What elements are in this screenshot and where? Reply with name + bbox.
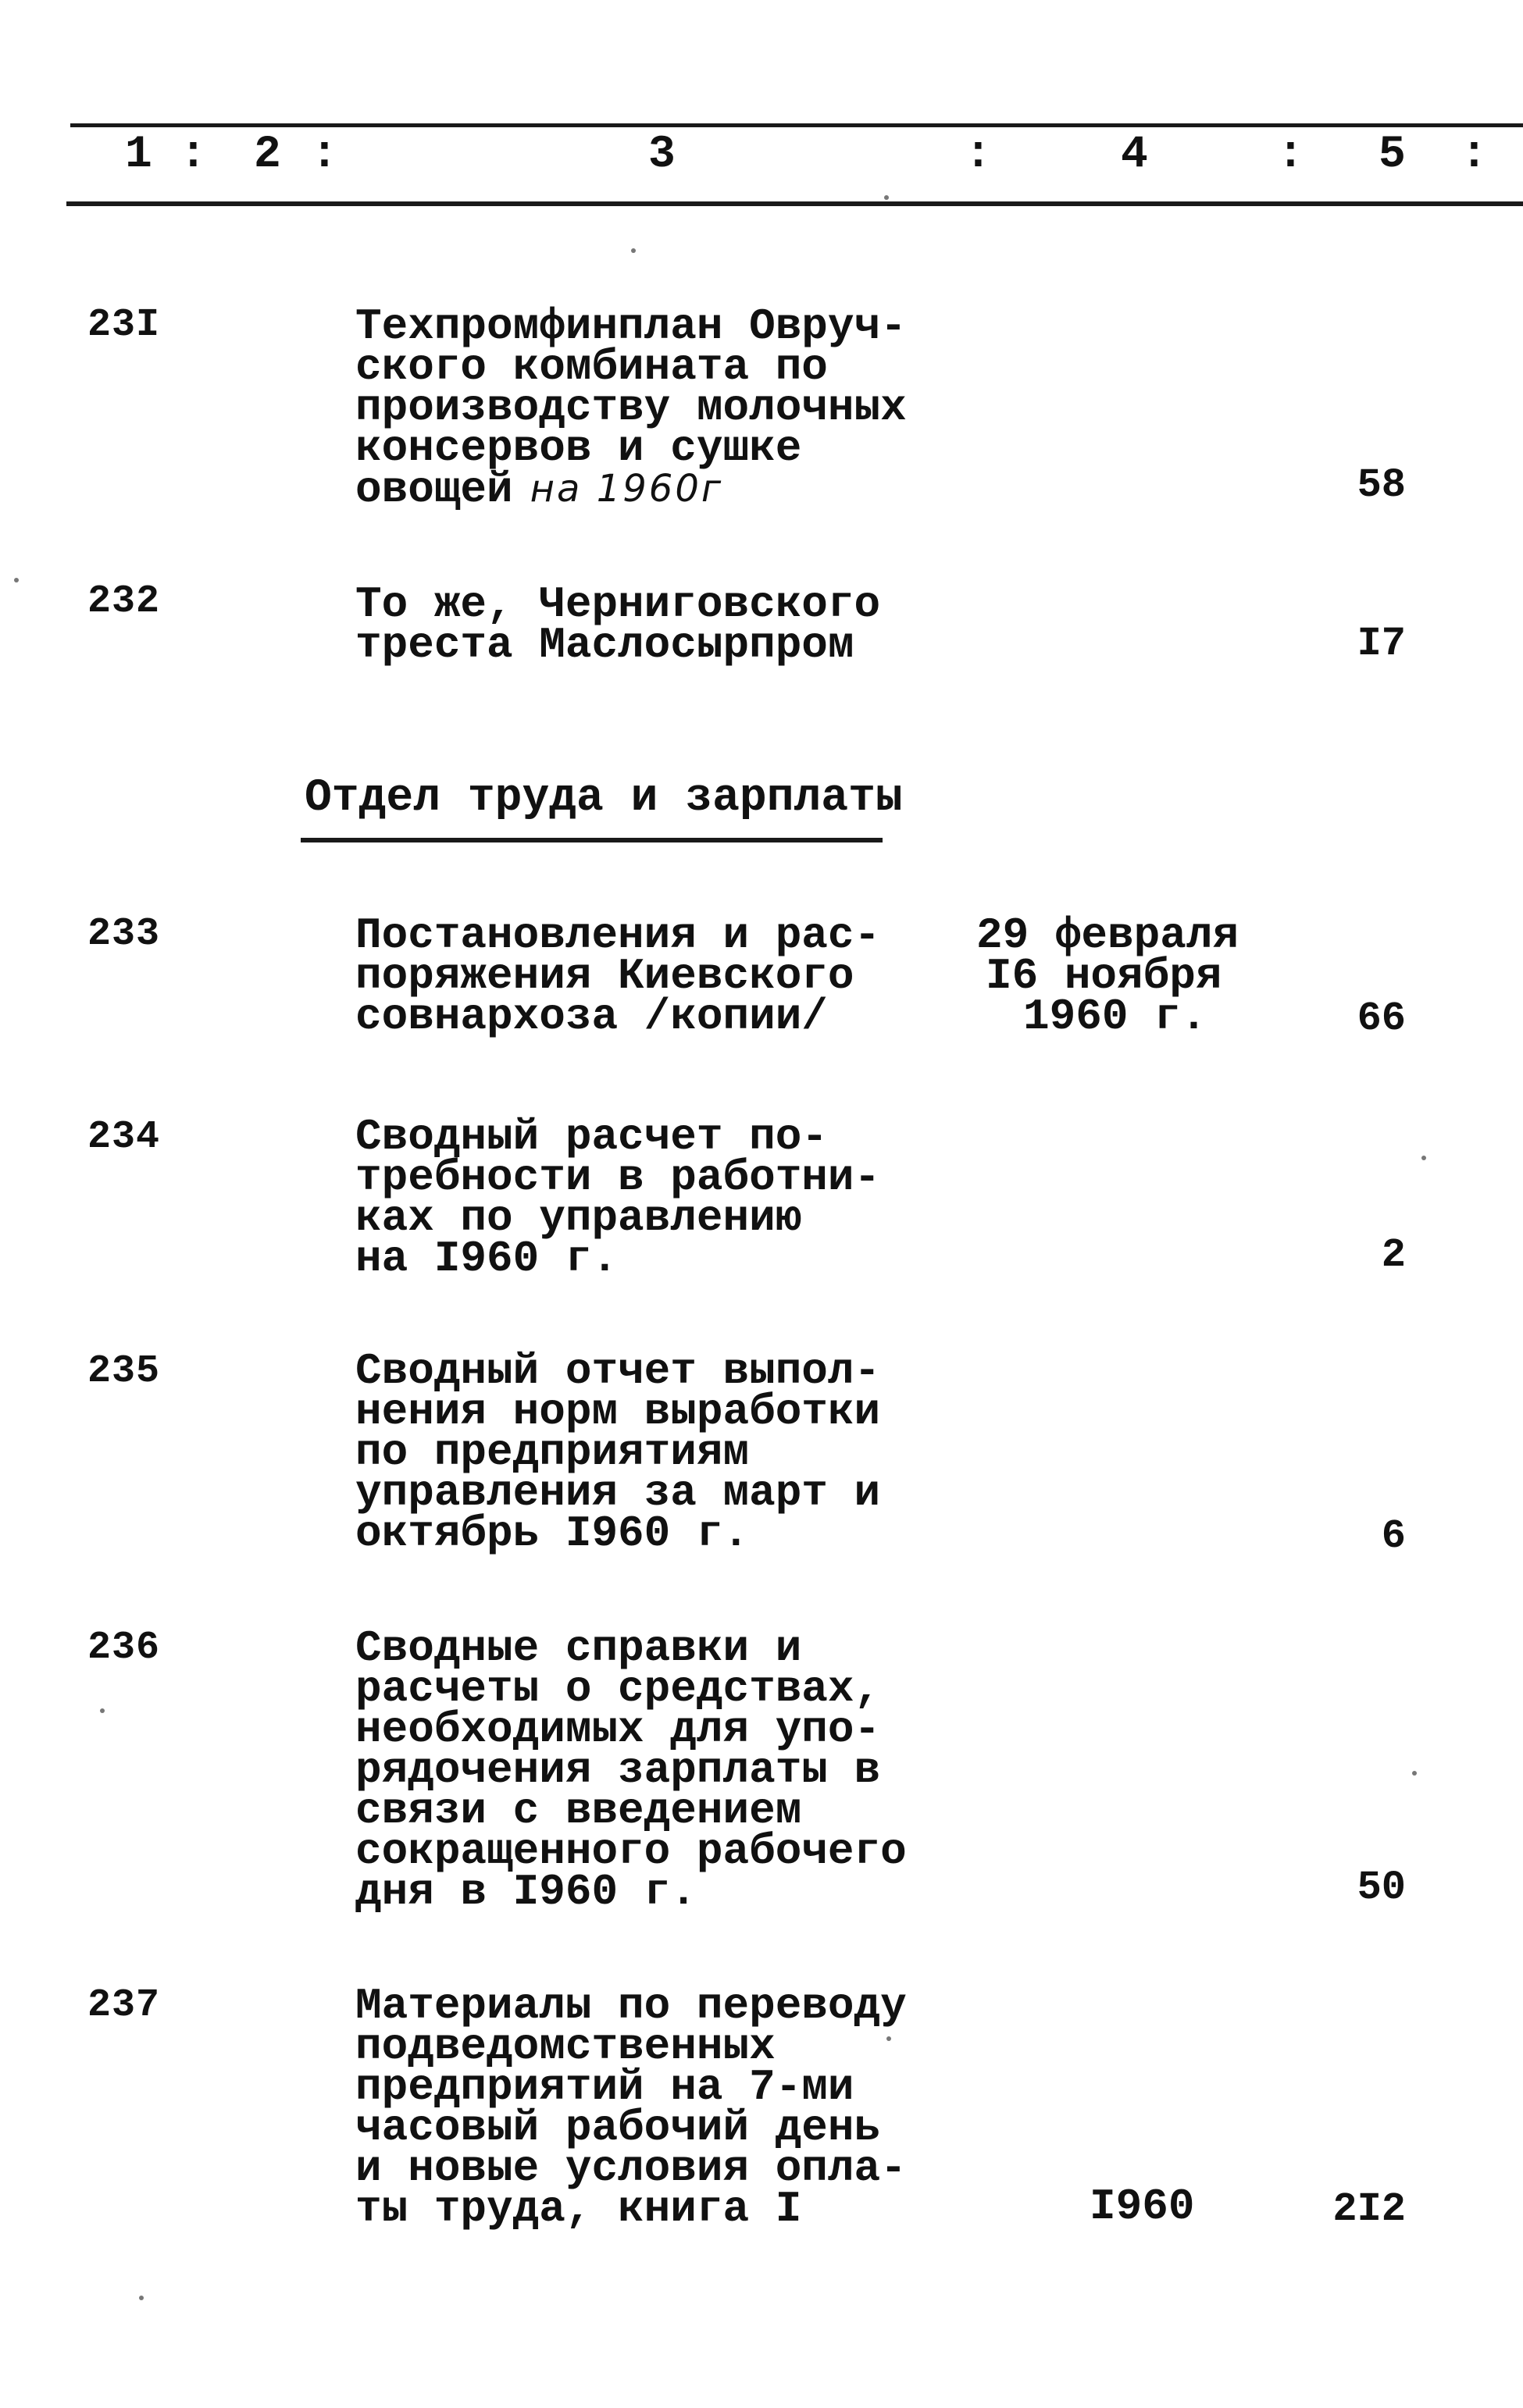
description-line: связи с введением (355, 1786, 802, 1836)
column-separator: : (1277, 130, 1304, 180)
column-header-5: 5 (1379, 130, 1406, 180)
description-line: часовый рабочий день (355, 2103, 881, 2153)
description-line: подведомственных (355, 2022, 776, 2071)
description-line: октябрь I960 г. (355, 1509, 750, 1558)
date-line: I960 (1090, 2182, 1195, 2232)
description-line: Сводный расчет по- (355, 1112, 828, 1162)
column-separator: : (1461, 130, 1488, 180)
description-line: Сводный отчет выпол- (355, 1346, 881, 1396)
description-line: на I960 г. (355, 1234, 619, 1284)
scan-speck (139, 2296, 144, 2300)
entry-description (355, 301, 907, 515)
description-line: расчеты о средствах, (355, 1664, 881, 1714)
description-line: предприятий на 7-ми (355, 2062, 854, 2112)
date-line: I6 ноября (986, 951, 1222, 1001)
description-line: Постановления и рас- (355, 910, 881, 960)
entry-description (355, 1346, 881, 1558)
scan-speck (886, 2036, 891, 2041)
handwritten-note: на 1960г (530, 467, 724, 511)
description-line: по предприятиям (355, 1427, 750, 1477)
column-header-1: 1 (125, 130, 152, 180)
column-header-3: 3 (648, 130, 676, 180)
entry-dates (1090, 2182, 1195, 2232)
description-line: То же, Черниговского (355, 579, 881, 629)
description-line: консервов и сушке (355, 423, 802, 473)
page-count: 2 (1381, 1232, 1406, 1278)
column-header-4: 4 (1121, 130, 1148, 180)
column-header-2: 2 (254, 130, 281, 180)
entry-number: 232 (87, 579, 161, 624)
entry-number: 234 (87, 1115, 161, 1159)
description-line: и новые условия опла- (355, 2143, 907, 2193)
entry-number: 236 (87, 1626, 161, 1670)
entry-description (355, 1981, 907, 2234)
description-line: необходимых для упо- (355, 1704, 881, 1754)
date-line: 1960 г. (1023, 992, 1207, 1042)
entry-number: 23I (87, 303, 161, 347)
date-line: 29 февраля (976, 910, 1239, 960)
scan-speck (631, 248, 636, 253)
description-text: овощей (355, 465, 513, 515)
description-line: Сводные справки и (355, 1623, 802, 1673)
description-line: ского комбината по (355, 342, 828, 392)
description-line: производству молочных (355, 383, 907, 433)
description-line: совнархоза /копии/ (355, 992, 828, 1042)
column-separator: : (311, 130, 338, 180)
description-line: ты труда, книга I (355, 2184, 802, 2234)
description-line: требности в работни- (355, 1152, 881, 1202)
description-line: треста Маслосырпром (355, 620, 854, 670)
header-top-rule (70, 123, 1523, 127)
entry-number: 237 (87, 1983, 161, 2028)
entry-number: 235 (87, 1349, 161, 1394)
entry-description (355, 910, 881, 1042)
section-title: Отдел труда и зарплаты (305, 773, 903, 824)
page-count: I7 (1357, 621, 1406, 667)
column-separator: : (180, 130, 207, 180)
page-count: 2I2 (1332, 2186, 1406, 2232)
entry-dates (976, 910, 1239, 1042)
entry-number: 233 (87, 912, 161, 956)
description-line: Техпромфинплан Овруч- (355, 301, 907, 351)
scan-speck (100, 1708, 105, 1713)
scan-speck (1421, 1156, 1426, 1160)
entry-description (355, 1112, 881, 1284)
description-line: нения норм выработки (355, 1387, 881, 1437)
description-line: рядочения зарплаты в (355, 1745, 881, 1795)
page-count: 6 (1381, 1513, 1406, 1559)
column-separator: : (965, 130, 992, 180)
scan-speck (884, 195, 889, 200)
description-line: Материалы по переводу (355, 1981, 907, 2031)
scan-speck (1412, 1771, 1417, 1776)
section-underline (301, 838, 883, 842)
page-count: 66 (1357, 996, 1406, 1042)
description-line: поряжения Киевского (355, 951, 854, 1001)
description-line: дня в I960 г. (355, 1867, 697, 1917)
header-bottom-rule (66, 201, 1523, 206)
description-line (355, 465, 907, 515)
description-line: управления за март и (355, 1468, 881, 1518)
page-count: 58 (1357, 462, 1406, 508)
description-line: ках по управлению (355, 1193, 802, 1243)
scan-speck (14, 578, 19, 582)
entry-description (355, 1623, 907, 1917)
entry-description (355, 579, 881, 670)
page-count: 50 (1357, 1865, 1406, 1911)
description-line: сокращенного рабочего (355, 1826, 907, 1876)
